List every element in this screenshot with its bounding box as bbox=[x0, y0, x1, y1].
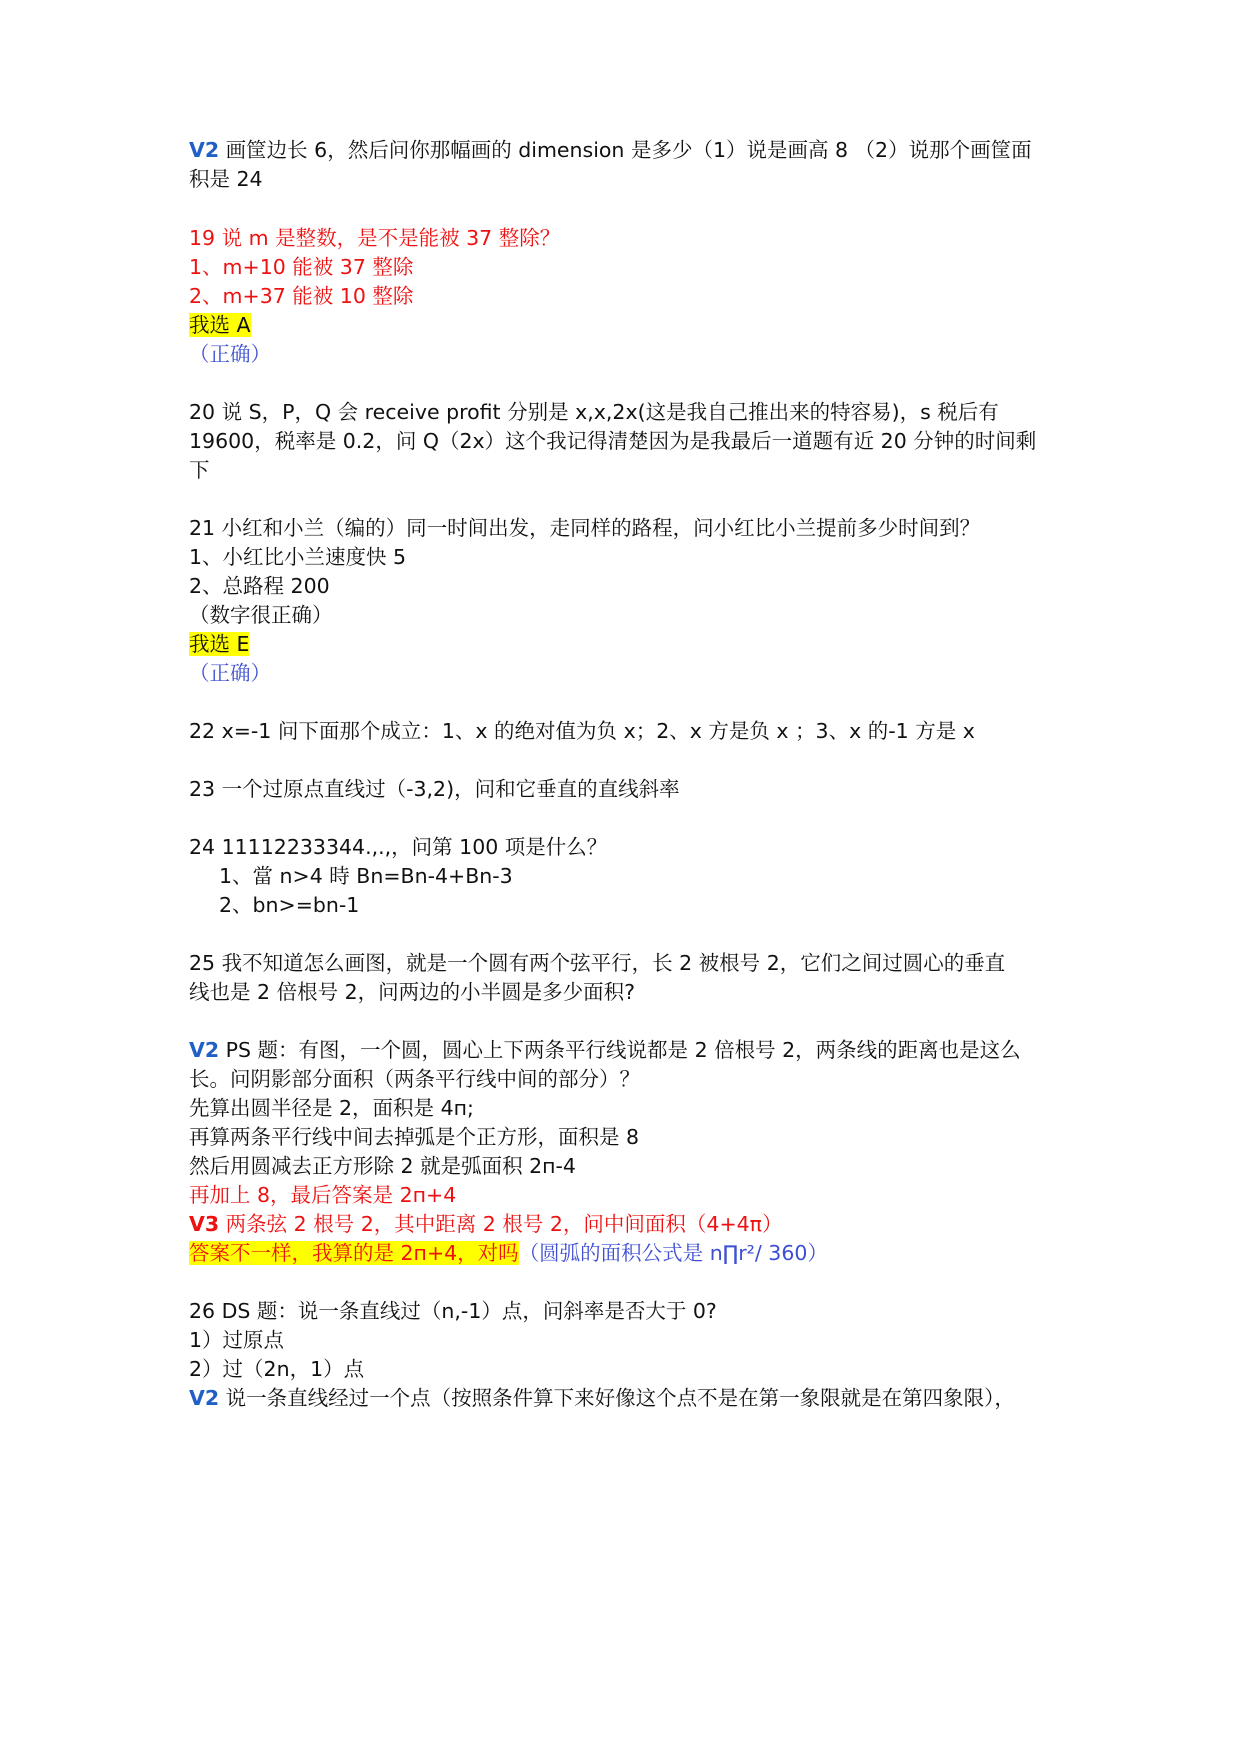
q19-condition-1: 1、m+10 能被 37 整除 bbox=[189, 255, 414, 279]
v2-tag: V2 bbox=[189, 138, 220, 162]
q20-line-1: 20 说 S，P，Q 会 receive profit 分别是 x,x,2x(这是我自己推出来的特容易)，s 税后有 bbox=[189, 400, 999, 424]
q26-condition-1: 1）过原点 bbox=[189, 1328, 285, 1352]
v3-text: 两条弦 2 根号 2，其中距离 2 根号 2，问中间面积（4+4π） bbox=[219, 1212, 783, 1236]
q19-answer: 我选 A bbox=[189, 313, 251, 337]
q21-verdict: （正确） bbox=[189, 661, 271, 685]
q20-line-3: 下 bbox=[189, 458, 210, 482]
q20-line-2: 19600，税率是 0.2，问 Q（2x）这个我记得清楚因为是我最后一道题有近 20 分钟的时间剩 bbox=[189, 429, 1037, 453]
q25-v2-text-1: PS 题：有图，一个圆，圆心上下两条平行线说都是 2 倍根号 2，两条线的距离也是这么 bbox=[219, 1038, 1021, 1062]
q25-v2-tag: V2 bbox=[189, 1038, 220, 1062]
q23-text: 23 一个过原点直线过（-3,2)，问和它垂直的直线斜率 bbox=[189, 777, 680, 801]
final-note: （圆弧的面积公式是 n∏r²/ 360） bbox=[518, 1241, 828, 1265]
q19-title: 19 说 m 是整数，是不是能被 37 整除？ bbox=[189, 226, 561, 250]
q21-answer: 我选 E bbox=[189, 632, 250, 656]
q26-v2-line bbox=[189, 1384, 1015, 1412]
q19-condition-2: 2、m+37 能被 10 整除 bbox=[189, 284, 414, 308]
q25-final-line bbox=[189, 1239, 828, 1267]
q24-title: 24 11112233344.,.,，问第 100 项是什么？ bbox=[189, 835, 608, 859]
q25-v2-line-5: 然后用圆减去正方形除 2 就是弧面积 2п-4 bbox=[189, 1154, 576, 1178]
q25-v2-line-2: 长。问阴影部分面积（两条平行线中间的部分）？ bbox=[189, 1067, 640, 1091]
q25-v2-line-4: 再算两条平行线中间去掉弧是个正方形，面积是 8 bbox=[189, 1125, 640, 1149]
q24-condition-2: 2、bn>=bn-1 bbox=[219, 893, 360, 917]
final-highlight: 答案不一样，我算的是 2п+4，对吗 bbox=[189, 1241, 519, 1265]
q25-v2-line-3: 先算出圆半径是 2，面积是 4п; bbox=[189, 1096, 474, 1120]
q25-v2-line-1 bbox=[189, 1036, 1021, 1064]
q19-verdict: （正确） bbox=[189, 342, 271, 366]
v2-frame-line-1 bbox=[189, 136, 1032, 164]
q22-text: 22 x=-1 问下面那个成立：1、x 的绝对值为负 x；2、x 方是负 x ；3、x 的-1 方是 x bbox=[189, 719, 975, 743]
q21-answer-line bbox=[189, 630, 249, 658]
q25-v3-line bbox=[189, 1210, 783, 1238]
q26-v2-tag: V2 bbox=[189, 1386, 220, 1410]
q26-condition-2: 2）过（2n，1）点 bbox=[189, 1357, 365, 1381]
v3-tag: V3 bbox=[189, 1212, 220, 1236]
q21-condition-1: 1、小红比小兰速度快 5 bbox=[189, 545, 407, 569]
v2-frame-line-2: 积是 24 bbox=[189, 167, 263, 191]
q26-v2-text: 说一条直线经过一个点（按照条件算下来好像这个点不是在第一象限就是在第四象限）， bbox=[219, 1386, 1015, 1410]
q19-answer-line bbox=[189, 311, 251, 339]
q25-v2-line-6: 再加上 8，最后答案是 2п+4 bbox=[189, 1183, 457, 1207]
v2-frame-text-1: 画筐边长 6，然后问你那幅画的 dimension 是多少（1）说是画高 8 （2）说那个画筐面 bbox=[219, 138, 1032, 162]
q24-condition-1: 1、當 n>4 時 Bn=Bn-4+Bn-3 bbox=[219, 864, 513, 888]
q25-line-1: 25 我不知道怎么画图，就是一个圆有两个弦平行，长 2 被根号 2，它们之间过圆心的垂直 bbox=[189, 951, 1006, 975]
q21-title: 21 小红和小兰（编的）同一时间出发，走同样的路程，问小红比小兰提前多少时间到？ bbox=[189, 516, 981, 540]
q26-title: 26 DS 题：说一条直线过（n,-1）点，问斜率是否大于 0? bbox=[189, 1299, 717, 1323]
q21-condition-2: 2、总路程 200 bbox=[189, 574, 330, 598]
q25-line-2: 线也是 2 倍根号 2，问两边的小半圆是多少面积? bbox=[189, 980, 636, 1004]
q21-note: （数字很正确） bbox=[189, 603, 333, 627]
